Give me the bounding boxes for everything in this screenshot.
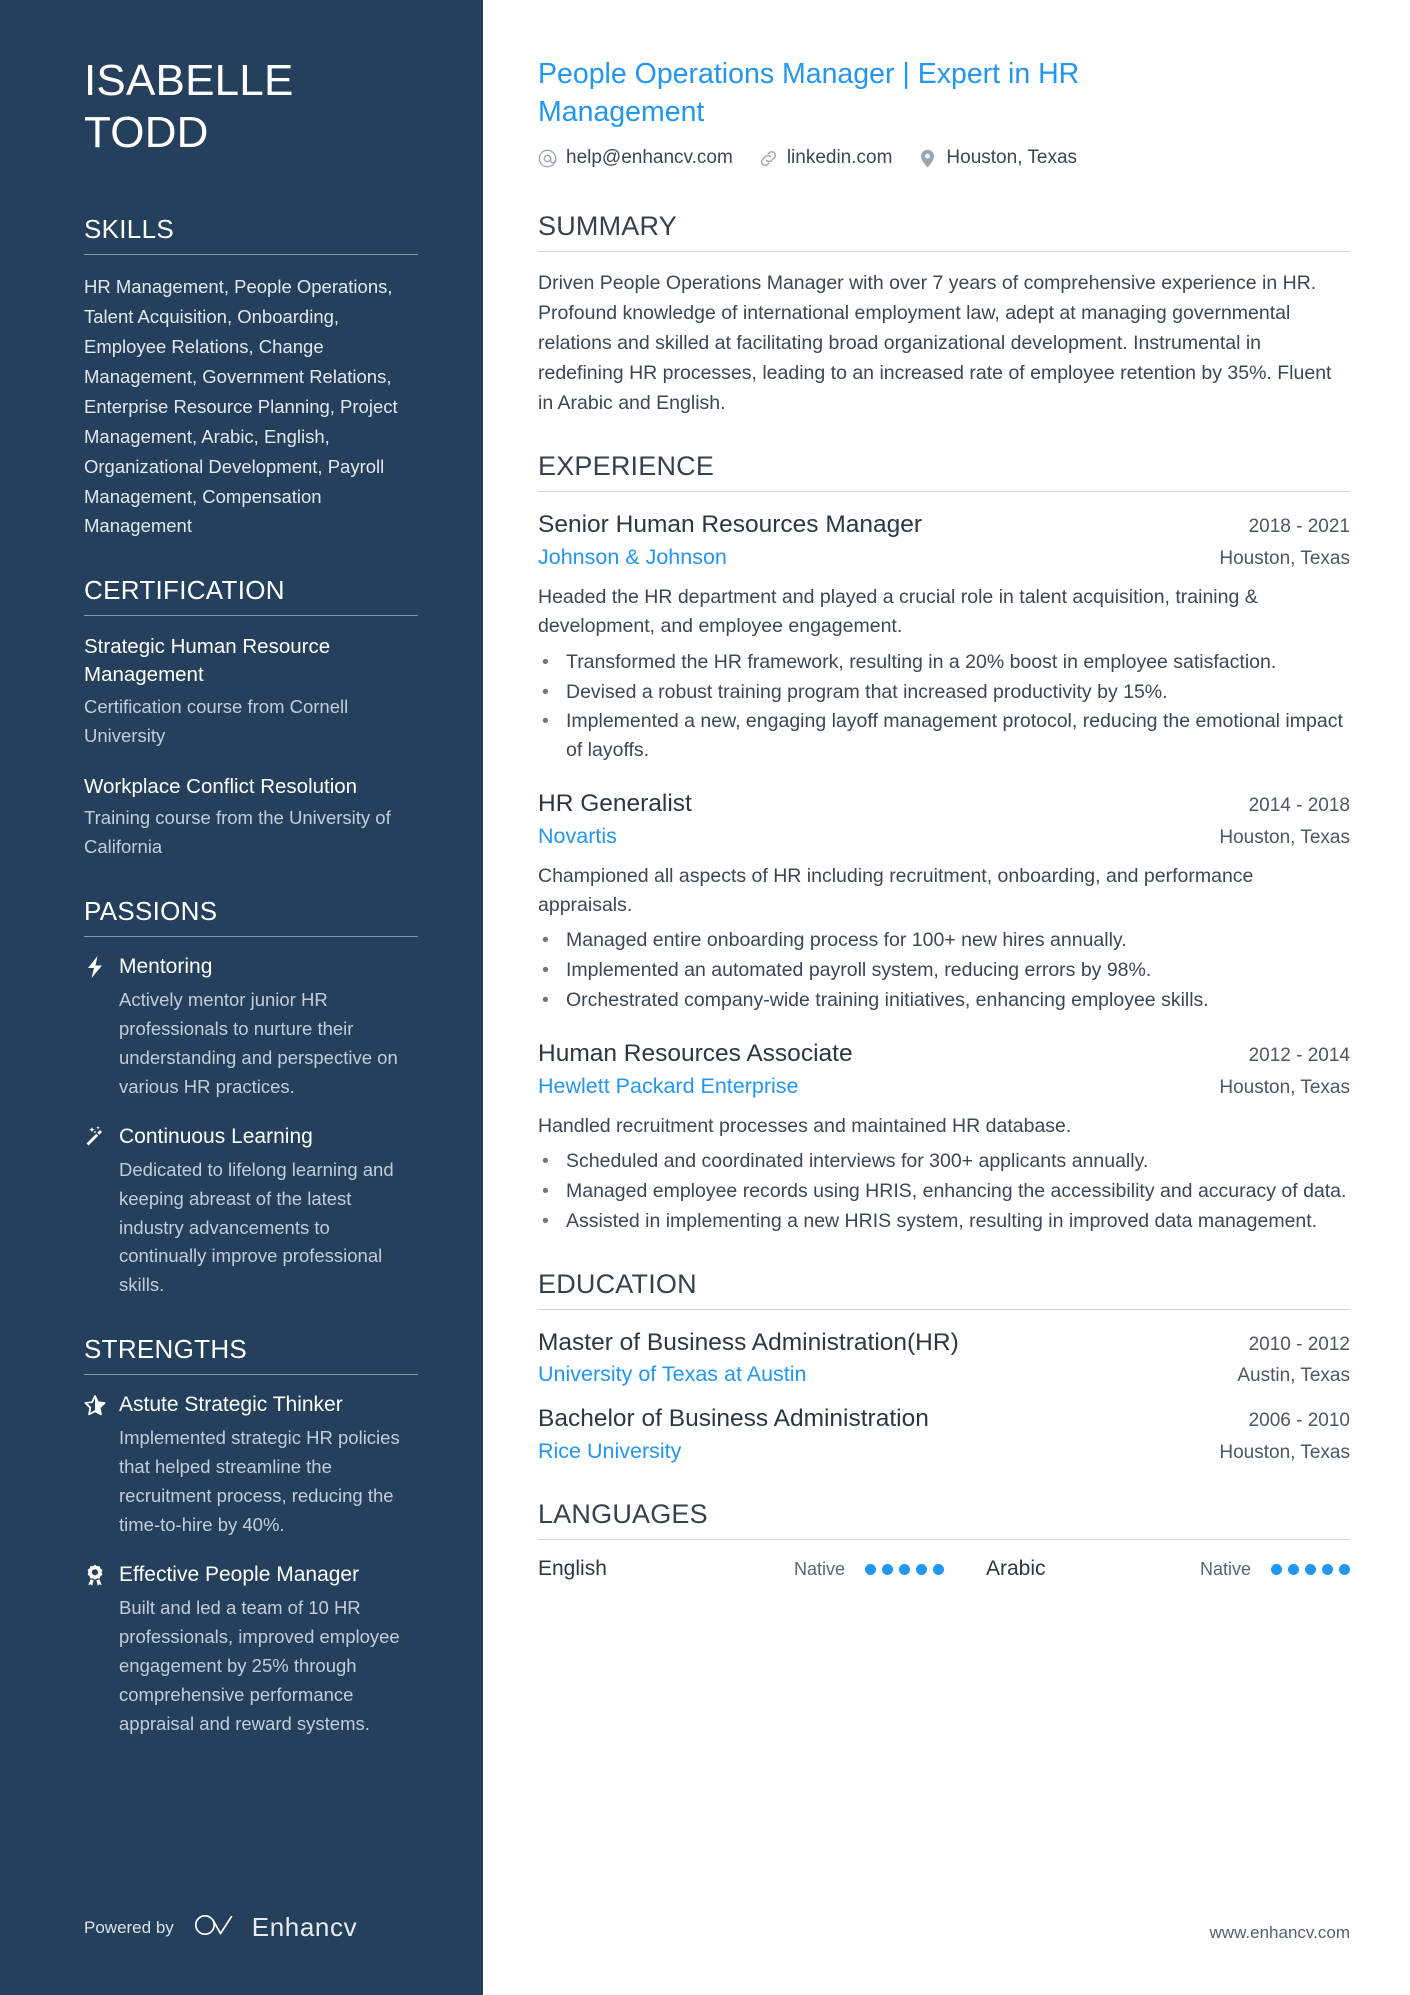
- contact-linkedin[interactable]: [759, 147, 893, 169]
- experience-bullet: [538, 1147, 1350, 1176]
- contact-email-text: help@enhancv.com: [566, 147, 733, 169]
- passions-heading: PASSIONS: [84, 895, 218, 926]
- passion-description: Actively mentor junior HR professionals to nurture their understanding and perspective on various HR practices.: [119, 989, 398, 1097]
- bullet-dot-icon: •: [542, 710, 549, 733]
- skills-section: [84, 214, 418, 542]
- experience-job-title: Senior Human Resources Manager: [538, 511, 923, 539]
- candidate-last-name: TODD: [84, 108, 209, 158]
- proficiency-dot: [933, 1564, 944, 1575]
- experience-job-title: HR Generalist: [538, 790, 692, 818]
- experience-bullet: [538, 707, 1350, 765]
- education-degree: Bachelor of Business Administration: [538, 1405, 929, 1433]
- experience-date: 2018 - 2021: [1248, 516, 1350, 538]
- proficiency-dot: [1339, 1564, 1350, 1575]
- certification-heading: CERTIFICATION: [84, 575, 285, 606]
- candidate-name: [84, 55, 418, 160]
- proficiency-dot: [1271, 1564, 1282, 1575]
- powered-by-label: Powered by: [84, 1917, 174, 1937]
- education-section: [538, 1269, 1350, 1467]
- experience-bullets: [538, 926, 1350, 1015]
- education-school[interactable]: University of Texas at Austin: [538, 1362, 807, 1387]
- education-divider: [538, 1309, 1350, 1310]
- bullet-dot-icon: •: [542, 1149, 549, 1172]
- experience-description: Headed the HR department and played a crucial role in talent acquisition, training & development, and employee engagement.: [538, 586, 1258, 638]
- strength-title: Effective People Manager: [119, 1562, 360, 1586]
- experience-date: 2014 - 2018: [1248, 795, 1350, 817]
- experience-description: Championed all aspects of HR including recruitment, onboarding, and performance appraisals.: [538, 864, 1254, 917]
- experience-location: Houston, Texas: [1219, 826, 1350, 848]
- strength-header: [84, 1562, 418, 1588]
- experience-org-row: [538, 1073, 1350, 1101]
- experience-bullet: [538, 1177, 1350, 1206]
- languages-divider: [538, 1539, 1350, 1540]
- experience-bullets: [538, 1147, 1350, 1236]
- location-pin-icon: [918, 149, 937, 168]
- experience-divider: [538, 491, 1350, 492]
- language-item-english: [538, 1557, 944, 1581]
- certification-subtitle: Training course from the University of California: [84, 807, 391, 858]
- experience-bullet: [538, 956, 1350, 985]
- education-date: 2010 - 2012: [1248, 1333, 1350, 1355]
- strength-item: [84, 1392, 418, 1540]
- summary-text: Driven People Operations Manager with over 7 years of comprehensive experience in HR. Profound knowledge of international employment law, adept at managing governmental relations and skilled at facilitating broad organizational development. Instrumental in redefining HR processes, leading to an increased rate of employee retention by 35%. Fluent in Arabic and English.: [538, 272, 1332, 414]
- bullet-dot-icon: •: [542, 1209, 549, 1232]
- email-at-icon: [538, 149, 557, 168]
- education-org-row: [538, 1361, 1350, 1389]
- sidebar: [0, 0, 483, 1995]
- summary-divider: [538, 251, 1350, 252]
- education-location: Houston, Texas: [1219, 1442, 1350, 1464]
- experience-bullet-text: Devised a robust training program that increased productivity by 15%.: [566, 680, 1168, 703]
- education-entry: [538, 1327, 1350, 1390]
- experience-description: Handled recruitment processes and maintained HR database.: [538, 1114, 1072, 1137]
- lightning-bolt-icon: [84, 956, 106, 978]
- experience-company[interactable]: Johnson & Johnson: [538, 545, 727, 570]
- link-icon: [759, 149, 778, 168]
- passion-header: [84, 1124, 418, 1150]
- experience-entry: [538, 1038, 1350, 1236]
- experience-bullet: [538, 678, 1350, 707]
- enhancv-brand-name: Enhancv: [251, 1912, 358, 1942]
- magic-wand-icon: [84, 1126, 106, 1148]
- passion-item: [84, 1124, 418, 1301]
- certification-divider: [84, 615, 418, 616]
- education-org-row: [538, 1438, 1350, 1466]
- passion-title: Continuous Learning: [119, 1124, 313, 1148]
- experience-heading: EXPERIENCE: [538, 451, 715, 482]
- contact-email[interactable]: [538, 147, 733, 169]
- bullet-dot-icon: •: [542, 1179, 549, 1202]
- experience-bullet-text: Implemented a new, engaging layoff management protocol, reducing the emotional impact of layoffs.: [566, 710, 1343, 762]
- experience-bullet-text: Transformed the HR framework, resulting in a 20% boost in employee satisfaction.: [566, 650, 1277, 673]
- proficiency-dot: [882, 1564, 893, 1575]
- bullet-dot-icon: •: [542, 650, 549, 673]
- candidate-first-name: ISABELLE: [84, 56, 294, 105]
- proficiency-dot: [899, 1564, 910, 1575]
- certification-subtitle: Certification course from Cornell University: [84, 695, 349, 746]
- experience-bullet: [538, 926, 1350, 955]
- contact-location: [918, 147, 1077, 169]
- education-degree: Master of Business Administration(HR): [538, 1328, 959, 1356]
- language-name: Arabic: [986, 1557, 1046, 1581]
- certification-title: Workplace Conflict Resolution: [84, 774, 358, 798]
- proficiency-dot: [1322, 1564, 1333, 1575]
- strength-title: Astute Strategic Thinker: [119, 1393, 343, 1417]
- contact-location-text: Houston, Texas: [946, 147, 1078, 169]
- experience-date: 2012 - 2014: [1248, 1044, 1350, 1066]
- experience-entry: [538, 788, 1350, 1015]
- experience-org-row: [538, 823, 1350, 851]
- bullet-dot-icon: •: [542, 959, 549, 982]
- strengths-divider: [84, 1374, 418, 1375]
- experience-org-row: [538, 544, 1350, 572]
- experience-title-row: [538, 1038, 1350, 1070]
- professional-headline: People Operations Manager | Expert in HR Management: [538, 58, 1080, 128]
- skills-list: HR Management, People Operations, Talent Acquisition, Onboarding, Employee Relations, Change Management, Government Relations, Enterprise Resource Planning, Project Management, Arabic, English, Organizational Development, Payroll Management, Compensation Management: [84, 275, 398, 537]
- experience-title-row: [538, 509, 1350, 541]
- bullet-dot-icon: •: [542, 929, 549, 952]
- education-date: 2006 - 2010: [1248, 1410, 1350, 1432]
- powered-by-footer: [84, 1912, 357, 1943]
- experience-bullet: [538, 1207, 1350, 1236]
- site-url[interactable]: www.enhancv.com: [1209, 1923, 1350, 1942]
- certification-title: Strategic Human Resource Management: [84, 635, 331, 687]
- experience-location: Houston, Texas: [1219, 548, 1350, 570]
- education-school[interactable]: Rice University: [538, 1439, 682, 1464]
- experience-entry: [538, 509, 1350, 765]
- passion-header: [84, 954, 418, 980]
- certification-item: [84, 633, 418, 750]
- education-heading: EDUCATION: [538, 1268, 697, 1299]
- languages-section: [538, 1499, 1350, 1581]
- experience-location: Houston, Texas: [1219, 1076, 1350, 1098]
- proficiency-dot: [865, 1564, 876, 1575]
- experience-bullet-text: Implemented an automated payroll system, reducing errors by 98%.: [566, 959, 1152, 982]
- languages-row: [538, 1557, 1350, 1581]
- strengths-section: [84, 1334, 418, 1738]
- experience-bullet-text: Orchestrated company-wide training initiatives, enhancing employee skills.: [566, 989, 1209, 1012]
- summary-heading: SUMMARY: [538, 211, 677, 242]
- education-title-row: [538, 1403, 1350, 1435]
- experience-bullet-text: Assisted in implementing a new HRIS system, resulting in improved data management.: [566, 1209, 1318, 1232]
- languages-heading: LANGUAGES: [538, 1499, 708, 1530]
- language-proficiency-dots: [865, 1564, 944, 1575]
- passions-divider: [84, 936, 418, 937]
- enhancv-brand: [193, 1912, 357, 1943]
- proficiency-dot: [916, 1564, 927, 1575]
- experience-job-title: Human Resources Associate: [538, 1039, 853, 1067]
- experience-bullet-text: Managed entire onboarding process for 100+ new hires annually.: [566, 929, 1127, 952]
- skills-heading: SKILLS: [84, 213, 174, 244]
- language-item-arabic: [944, 1557, 1350, 1581]
- experience-bullet-text: Managed employee records using HRIS, enhancing the accessibility and accuracy of data.: [566, 1179, 1347, 1202]
- experience-bullet-text: Scheduled and coordinated interviews for 300+ applicants annually.: [566, 1149, 1149, 1172]
- bullet-dot-icon: •: [542, 680, 549, 703]
- strengths-heading: STRENGTHS: [84, 1334, 248, 1365]
- passion-description: Dedicated to lifelong learning and keeping abreast of the latest industry advancements to continually improve professional skills.: [119, 1158, 394, 1296]
- language-level: Native: [1199, 1558, 1251, 1579]
- bullet-dot-icon: •: [542, 989, 549, 1012]
- passion-title: Mentoring: [119, 954, 213, 978]
- certification-section: [84, 575, 418, 861]
- proficiency-dot: [1288, 1564, 1299, 1575]
- summary-section: [538, 211, 1350, 418]
- experience-section: [538, 451, 1350, 1235]
- strength-item: [84, 1562, 418, 1739]
- experience-bullet: [538, 986, 1350, 1015]
- strength-header: [84, 1392, 418, 1418]
- contact-row: [538, 147, 1350, 169]
- proficiency-dot: [1305, 1564, 1316, 1575]
- strength-description: Implemented strategic HR policies that helped streamline the recruitment process, reducing the time-to-hire by 40%.: [119, 1427, 400, 1535]
- experience-company[interactable]: Hewlett Packard Enterprise: [538, 1073, 799, 1098]
- skills-divider: [84, 254, 418, 255]
- education-location: Austin, Texas: [1237, 1365, 1350, 1387]
- contact-linkedin-text: linkedin.com: [786, 147, 893, 169]
- certification-item: [84, 773, 418, 862]
- passions-section: [84, 896, 418, 1300]
- enhancv-logo-icon: [193, 1912, 241, 1943]
- main-column: [483, 0, 1410, 1995]
- experience-bullets: [538, 648, 1350, 765]
- passion-item: [84, 954, 418, 1102]
- strength-description: Built and led a team of 10 HR professionals, improved employee engagement by 25% through comprehensive performance appraisal and reward systems.: [119, 1597, 400, 1734]
- experience-title-row: [538, 788, 1350, 820]
- experience-bullet: [538, 648, 1350, 677]
- language-proficiency-dots: [1271, 1564, 1350, 1575]
- education-entry: [538, 1403, 1350, 1466]
- experience-company[interactable]: Novartis: [538, 823, 617, 848]
- half-star-icon: [84, 1394, 106, 1416]
- award-medal-icon: [84, 1564, 106, 1586]
- language-level: Native: [793, 1558, 845, 1579]
- language-name: English: [538, 1557, 607, 1581]
- education-title-row: [538, 1327, 1350, 1359]
